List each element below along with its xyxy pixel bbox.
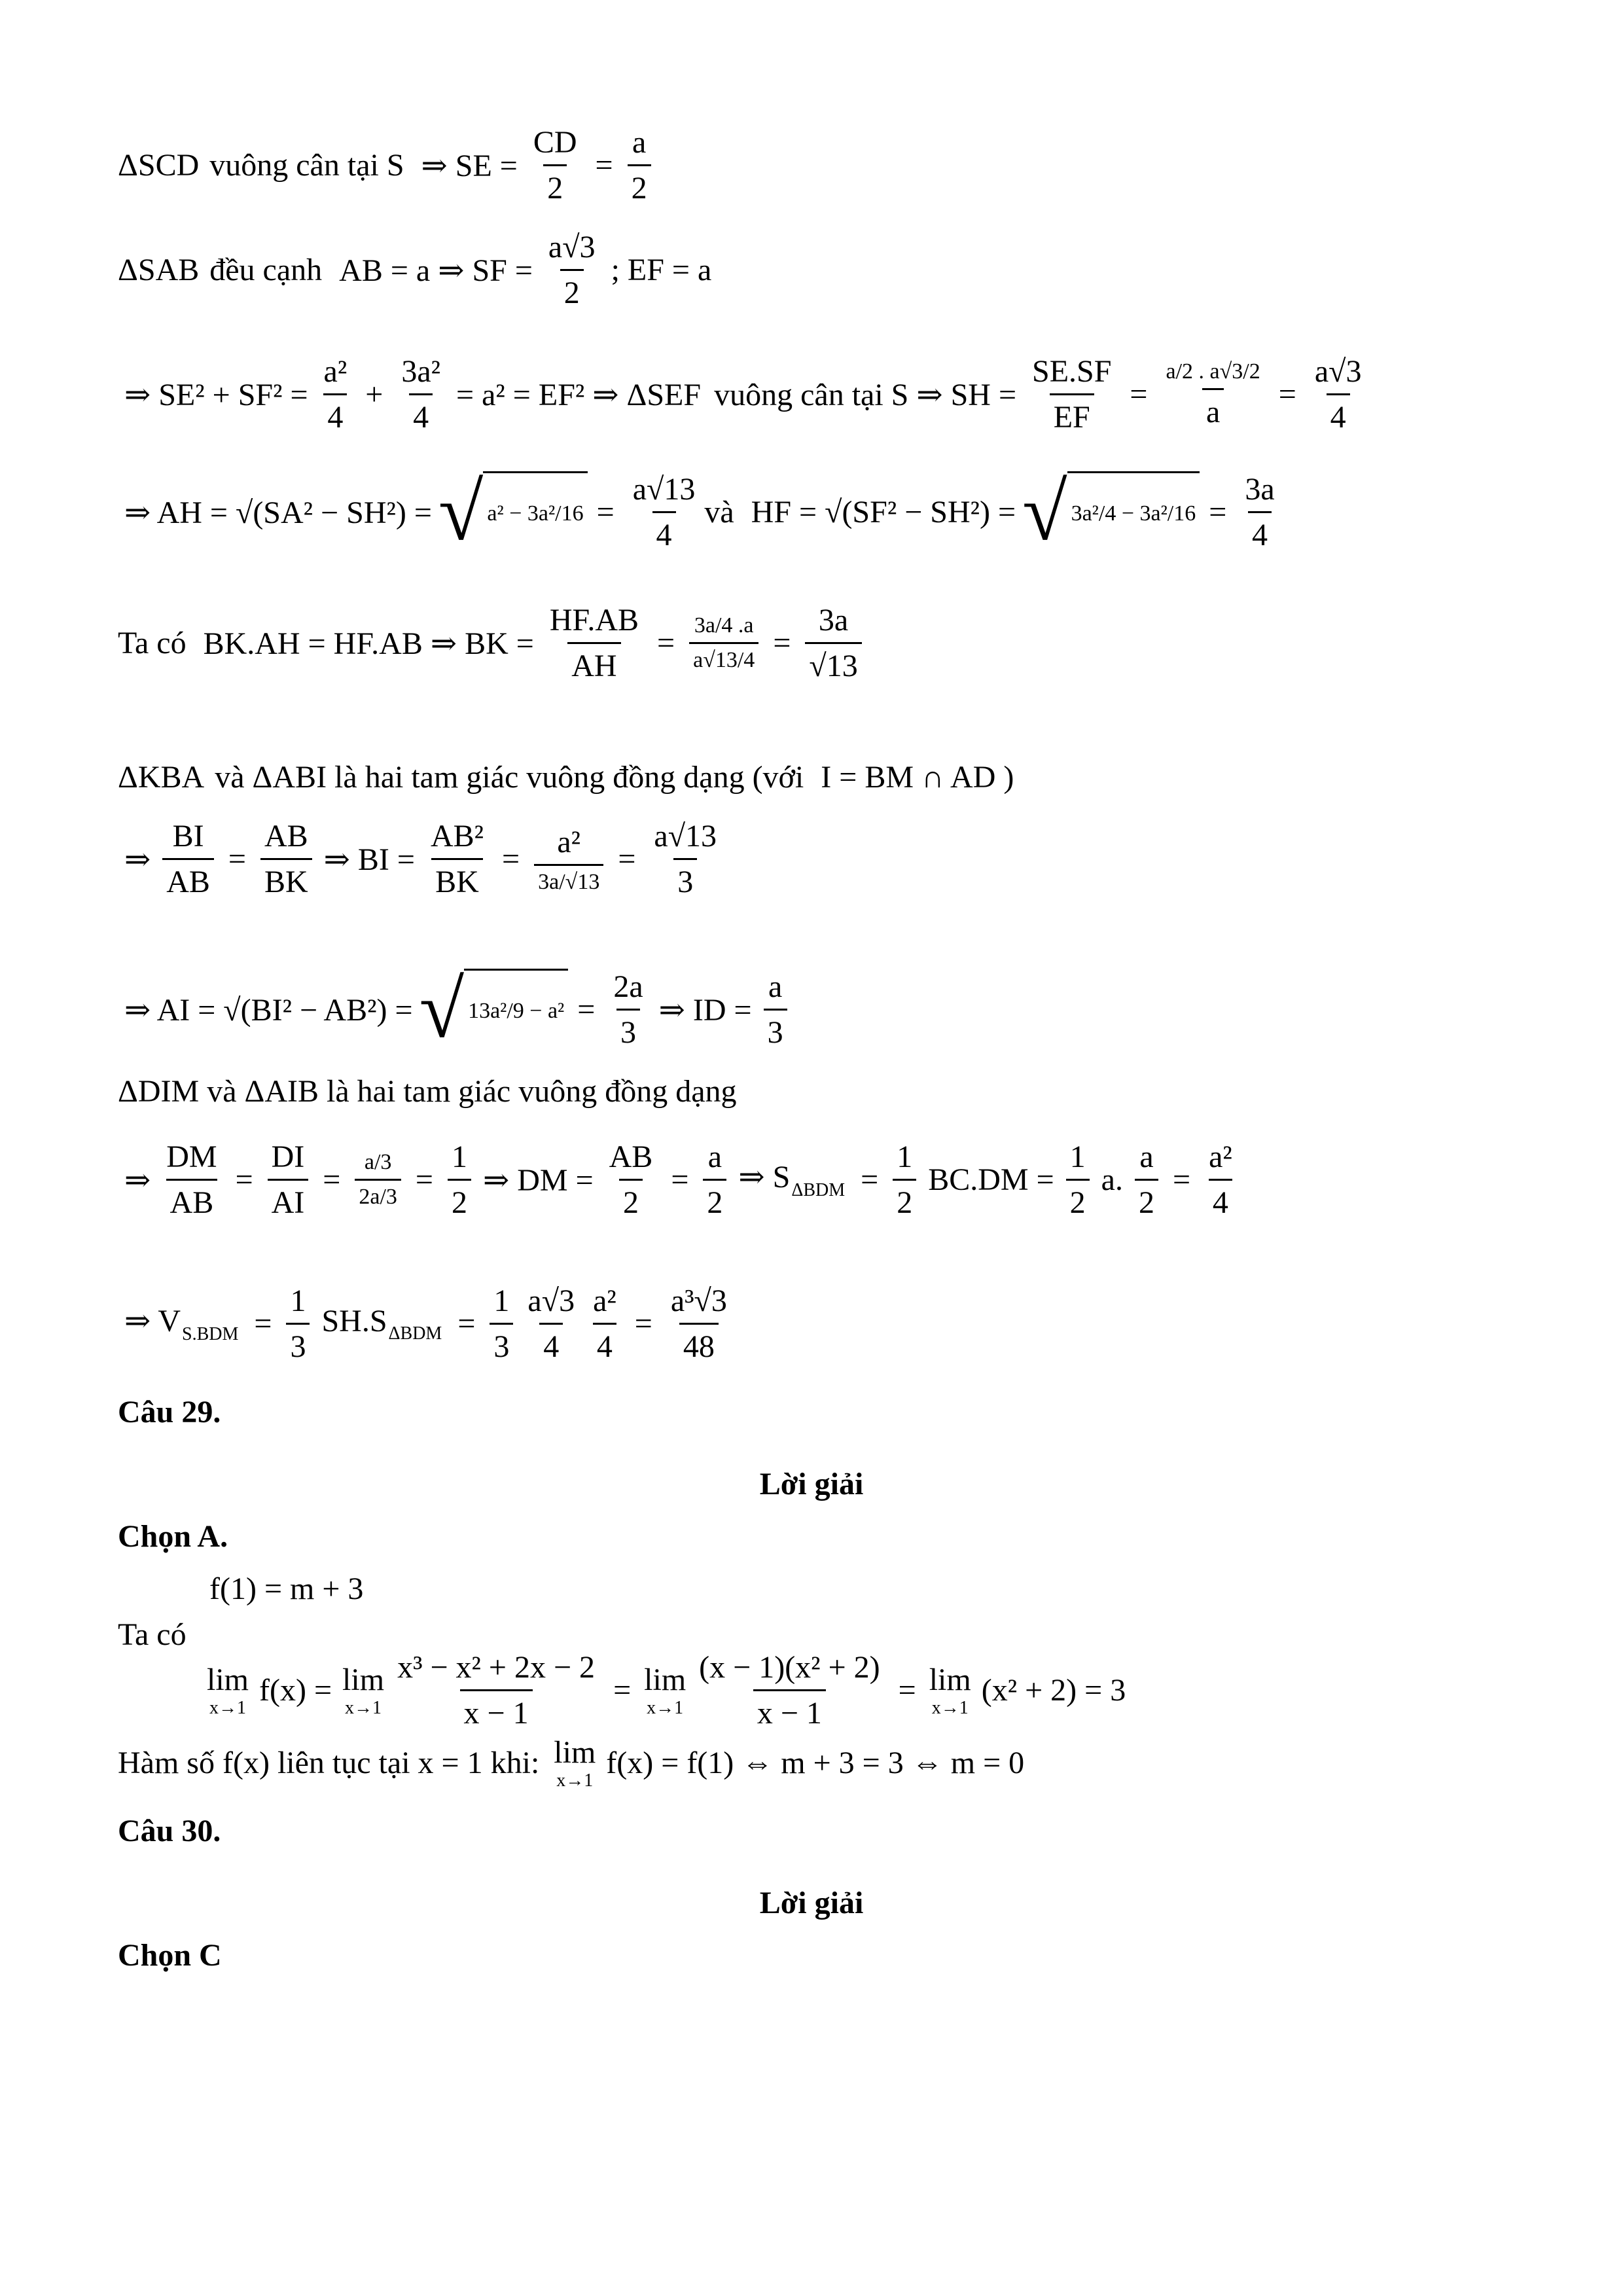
fraction: $\frac{\text{a²}}{4}$ xyxy=(323,354,348,435)
text: vuông cân tại S xyxy=(209,148,404,183)
text: ΔKBA xyxy=(118,760,205,795)
square-root: √ 13a²/9 − a² xyxy=(419,969,569,1050)
math: ⇒ xyxy=(124,1162,151,1198)
fraction: $\frac{DM}{AB}$ xyxy=(166,1139,217,1220)
fraction: $\frac{a}{2}$ xyxy=(628,124,651,206)
fraction: $\frac{BI}{AB}$ xyxy=(162,818,214,900)
line-kba xyxy=(118,759,1020,795)
limit: lim x→1 xyxy=(554,1735,596,1791)
fraction: $\frac{\text{a²}}{4}$ xyxy=(593,1283,616,1364)
question-29-solution-heading: Lời giải xyxy=(759,1467,864,1501)
text: Ta có xyxy=(118,626,187,660)
question-30-title: Câu 30. xyxy=(118,1814,221,1848)
math: ⇒ AI = √(BI² − AB²) = xyxy=(124,992,413,1028)
fraction: $\frac{3a}{4}$ xyxy=(1245,472,1275,552)
line-dim xyxy=(118,1073,747,1109)
fraction: $\frac{3a}{√13}$ xyxy=(805,602,861,684)
fraction: $\frac{\text{x³ − x² + 2x − 2}}{x - 1}$ xyxy=(397,1650,596,1731)
fraction: $\frac{1}{2}$ xyxy=(1066,1139,1090,1221)
square-root: √ a² − 3a²/16 xyxy=(438,471,588,553)
text: ΔSCD xyxy=(118,148,200,183)
fraction: $\frac{a√3}{2}$ xyxy=(548,230,596,310)
fraction: $\frac{a√13}{4}$ xyxy=(632,472,696,552)
fraction: $\frac{2a}{3}$ xyxy=(613,969,643,1050)
limit: lim x→1 xyxy=(929,1662,971,1718)
fraction: $\frac{1}{2}$ xyxy=(448,1139,471,1221)
fraction: $\frac{\text{a³√3}}{48}$ xyxy=(670,1283,727,1364)
fraction: $\frac{a√3}{4}$ xyxy=(527,1283,575,1364)
math: BK.AH = HF.AB ⇒ BK = xyxy=(203,626,534,661)
square-root: √ 3a²/4 − 3a²/16 xyxy=(1022,471,1200,553)
fraction: $\frac{\text{3a²}}{4}$ xyxy=(401,354,441,435)
fraction: $\frac{a/2 . a√3/2}{a}$ xyxy=(1166,359,1260,429)
line-bi: ⇒ $\frac{BI}{AB}$ = $\frac{AB}{BK}$ ⇒ BI = $\frac{\text{AB²}}{BK}$ = $\frac{\text{a²}}{3a/√13}$ = $\frac{a√13}{3}$ xyxy=(118,818,726,900)
text: đều cạnh xyxy=(209,253,323,287)
fraction: $\frac{DI}{AI}$ xyxy=(268,1139,309,1221)
math: ⇒ SE² + SF² = xyxy=(124,377,308,412)
line-bk: Ta có BK.AH = HF.AB ⇒ BK = $\frac{HF.AB}{AH}$ = $\frac{3a/4 .a}{a√13/4}$ = $\frac{3a}{√13}$ xyxy=(118,602,867,684)
fraction: $\frac{SE.SF}{EF}$ xyxy=(1032,354,1112,435)
fraction: $\frac{\text{a²}}{4}$ xyxy=(1209,1139,1232,1220)
fraction: $\frac{1}{2}$ xyxy=(893,1139,916,1221)
fraction: $\frac{a/3}{2a/3}$ xyxy=(355,1150,401,1210)
fraction: $\frac{a√3}{4}$ xyxy=(1314,354,1362,435)
q29-taco: Ta có xyxy=(118,1617,187,1652)
line-dm: ⇒ $\frac{DM}{AB}$ = $\frac{DI}{AI}$ = $\frac{a/3}{2a/3}$ = $\frac{1}{2}$ ⇒ DM = $\frac{AB}{2}$ = $\frac{a}{2}$ ⇒ $S_{\Delta BDM}$ = $\frac{1}{2}$ BC.DM = $\frac{1}{2}$ a. $\frac{a}{2}$ = $\frac{\text{a²}}{4}$ xyxy=(118,1139,1241,1221)
question-30-answer: Chọn C xyxy=(118,1938,222,1973)
text: ΔDIM và ΔAIB là hai tam giác vuông đồng dạng xyxy=(118,1074,737,1109)
limit: lim x→1 xyxy=(207,1662,249,1718)
fraction: $\frac{1}{3}$ xyxy=(490,1283,513,1365)
q29-limit: lim x→1 f(x) = lim x→1 $\frac{\text{x³ − x² + 2x − 2}}{x - 1}$ = lim x→1 $\frac{\text{(x − 1)(x² + 2)}}{x - 1}$ = lim x→1 (x² + 2) = 3 xyxy=(207,1650,1126,1731)
fraction: $\frac{1}{3}$ xyxy=(286,1283,310,1365)
fraction: $\frac{\text{(x − 1)(x² + 2)}}{x - 1}$ xyxy=(699,1650,880,1731)
fraction: $\frac{AB}{BK}$ xyxy=(260,818,312,900)
fraction: $\frac{\text{a²}}{3a/√13}$ xyxy=(534,824,603,895)
line-ah-hf: ⇒ AH = √(SA² − SH²) = √ a² − 3a²/16 = $\frac{a√13}{4}$ và HF = √(SF² − SH²) = √ 3a²/4 − 3a²/16 = $\frac{3a}{4}$ xyxy=(118,471,1284,553)
math: ⇒ SE = xyxy=(421,148,518,183)
line-sab: ΔSAB đều cạnh AB = a ⇒ SF = $\frac{a√3}{2}$ ; EF = a xyxy=(118,230,712,310)
fraction: $\frac{3a/4 .a}{a√13/4}$ xyxy=(689,613,758,673)
math: I = BM ∩ AD ) xyxy=(821,760,1014,795)
line-ai: ⇒ AI = √(BI² − AB²) = √ 13a²/9 − a² = $\frac{2a}{3}$ ⇒ ID = $\frac{a}{3}$ xyxy=(118,969,793,1050)
question-29-title: Câu 29. xyxy=(118,1395,221,1429)
limit: lim x→1 xyxy=(342,1662,385,1718)
fraction: $\frac{\text{AB²}}{BK}$ xyxy=(430,819,484,899)
question-29-answer: Chọn A. xyxy=(118,1519,228,1554)
question-30-solution-heading: Lời giải xyxy=(759,1886,864,1920)
math: ⇒ xyxy=(124,842,151,877)
line-scd: ΔSCD vuông cân tại S ⇒ SE = $\frac{CD}{2}$ = $\frac{a}{2}$ xyxy=(118,124,656,206)
fraction: $\frac{a√13}{3}$ xyxy=(654,819,717,899)
line-volume: ⇒ $V_{S.BDM}$ = $\frac{1}{3}$ $SH.S_{\Delta BDM}$ = $\frac{1}{3}$ $\frac{a√3}{4}$ $\frac{\text{a²}}{4}$ = $\frac{\text{a³√3}}{48}$ xyxy=(118,1283,736,1365)
math: ⇒ AH = √(SA² − SH²) = xyxy=(124,495,432,530)
fraction: $\frac{a}{2}$ xyxy=(703,1139,726,1221)
fraction: $\frac{a}{2}$ xyxy=(1135,1139,1158,1221)
fraction: $\frac{AB}{2}$ xyxy=(609,1139,653,1220)
line-sef: ⇒ SE² + SF² = $\frac{\text{a²}}{4}$ + $\frac{\text{3a²}}{4}$ = a² = EF² ⇒ ΔSEF vuông cân tại S ⇒ SH = $\frac{SE.SF}{EF}$ = $\frac{a/2 . a√3/2}{a}$ = $\frac{a√3}{4}$ xyxy=(118,353,1370,435)
q29-f1: f(1) = m + 3 xyxy=(209,1571,364,1606)
q29-continuity: Hàm số f(x) liên tục tại x = 1 khi: lim x→1 f(x) = f(1) ⇔ m + 3 = 3 ⇔ m = 0 xyxy=(118,1735,1025,1791)
text: và ΔABI là hai tam giác vuông đồng dạng (với xyxy=(215,760,804,795)
limit: lim x→1 xyxy=(644,1662,687,1718)
text: ΔSAB xyxy=(118,253,200,287)
math: AB = a ⇒ SF = xyxy=(339,253,533,288)
fraction: $\frac{HF.AB}{AH}$ xyxy=(549,603,639,683)
fraction: $\frac{a}{3}$ xyxy=(764,969,787,1050)
fraction: $\frac{CD}{2}$ xyxy=(533,125,577,206)
